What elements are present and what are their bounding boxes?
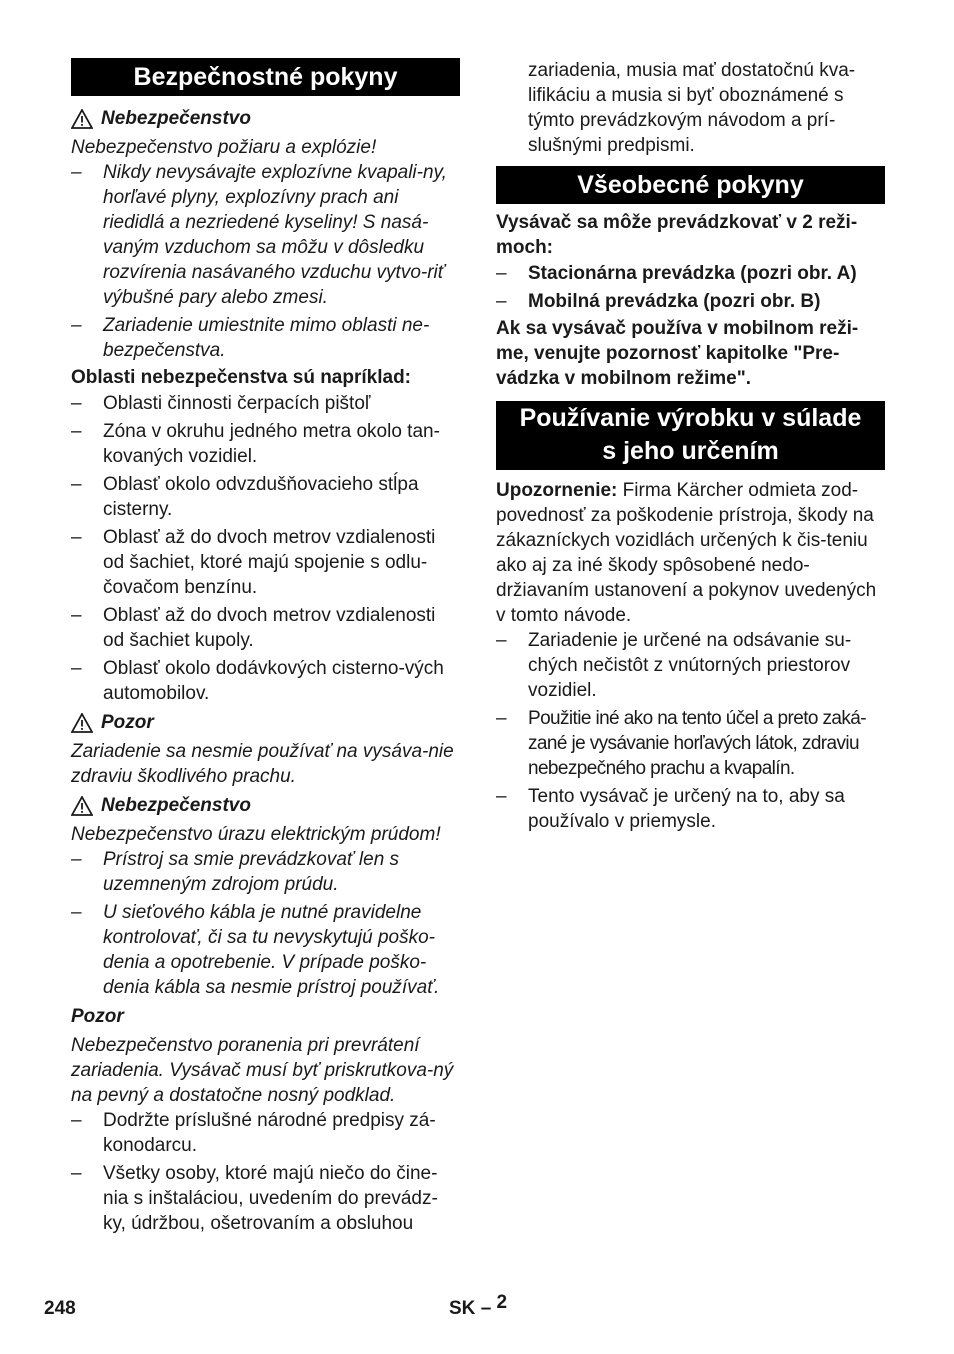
mobile-note: Ak sa vysávač používa v mobilnom reži-me, venujte pozornosť kapitolke "Pre-vádzka v mobilnom režime". [496,318,859,389]
list-item: – U sieťového kábla je nutné pravidelne kontrolovať, či sa tu nevyskytujú poško-denia a opotrebenie. V prípade poško-denia kábla sa nesmie prístroj používať. [71,902,440,998]
page-number: 248 [44,1298,76,1319]
warning-danger-2 [71,793,460,818]
list-item: – Prístroj sa smie prevádzkovať len s uzemneným zdrojom prúdu. [71,849,400,895]
list-item: – Oblasť až do dvoch metrov vzdialenosti od šachiet kupoly. [71,605,436,651]
list-item: – Oblasť až do dvoch metrov vzdialenosti od šachiet, ktoré majú spojenie s odlu-čovačom benzínu. [71,527,436,598]
warning-label: Nebezpečenstvo [101,795,251,816]
list-item: – Oblasť okolo dodávkových cisterno-vých automobilov. [71,658,444,704]
notice-label: Upozornenie: [496,480,618,501]
language-code: SK [449,1298,476,1319]
list-item: – Mobilná prevádzka (pozri obr. B) [496,291,821,312]
continued-text: zariadenia, musia mať dostatočnú kva-lifikáciu a musia si byť oboznámené s týmto prevádzkovým návodom a prí-slušnými predpismi. [528,60,856,156]
section-heading-general: Všeobecné pokyny [496,166,885,204]
list-item: – Použitie iné ako na tento účel a preto zaká-zané je vysávanie horľavých látok, zdraviu nebezpečného prachu a kvapalín. [496,708,866,779]
section-heading-safety: Bezpečnostné pokyny [71,58,460,96]
left-column [71,58,460,1236]
subheading-areas: Oblasti nebezpečenstva sú napríklad: [71,367,411,388]
list-item: – Všetky osoby, ktoré majú niečo do čine-nia s inštaláciou, uvedením do prevádz-ky, údržbou, ošetrovaním a obsluhou [71,1163,438,1234]
warning-text: Zariadenie sa nesmie používať na vysáva-nie zdraviu škodlivého prachu. [71,741,454,787]
caution-text: Nebezpečenstvo poranenia pri prevrátení zariadenia. Vysávač musí byť priskrutkova-ný na pevný a dostatočne nosný podklad. [71,1035,454,1106]
footer-language [449,1292,508,1320]
section-page: 2 [496,1292,508,1313]
warning-caution [71,710,460,735]
list-item: – Stacionárna prevádzka (pozri obr. A) [496,263,857,284]
list-item: – Oblasť okolo odvzdušňovacieho stĺpa cisterny. [71,474,419,520]
list-item: – Nikdy nevysávajte explozívne kvapali-ny, horľavé plyny, explozívny prach ani riedidlá a nezriedené kyseliny! S nasá-vaným vzduchom sa môžu v dôsledku rozvírenia nasávaného vzduchu vytvo-riť výbušné pary alebo zmesi. [71,162,447,308]
modes-intro: Vysávač sa môže prevádzkovať v 2 reži-moch: [496,212,858,258]
warning-text: Nebezpečenstvo požiaru a explózie! [71,137,377,158]
warning-triangle-icon [71,796,93,816]
warning-triangle-icon [71,713,93,733]
warning-triangle-icon [71,109,93,129]
warning-text: Nebezpečenstvo úrazu elektrickým prúdom! [71,824,441,845]
section-heading-intended-use: Používanie výrobku v súlade s jeho určením [496,401,885,470]
list-item: – Zariadenie je určené na odsávanie su-chých nečistôt z vnútorných priestorov vozidiel. [496,630,852,701]
footer-dash: – [480,1298,492,1319]
notice-paragraph: Upozornenie: Firma Kärcher odmieta zod-povednosť za poškodenie prístroja, škody na zákazníckych vozidlách určených k čis-teniu ako aj za iné škody spôsobené nedo-držiavaním ustanovení a pokynov uvedených v tomto návode. [496,480,877,626]
list-item: – Zariadenie umiestnite mimo oblasti ne-bezpečenstva. [71,315,430,361]
list-item: – Zóna v okruhu jedného metra okolo tan-kovaných vozidiel. [71,421,440,467]
warning-label: Nebezpečenstvo [101,108,251,129]
right-column [496,58,885,834]
list-item: – Dodržte príslušné národné predpisy zá-konodarcu. [71,1110,436,1156]
list-item: – Tento vysávač je určený na to, aby sa používalo v priemysle. [496,786,845,832]
warning-label: Pozor [101,712,154,733]
list-item: – Oblasti činnosti čerpacích pištoľ [71,393,371,414]
warning-danger-1 [71,106,460,131]
caution-title: Pozor [71,1006,124,1027]
